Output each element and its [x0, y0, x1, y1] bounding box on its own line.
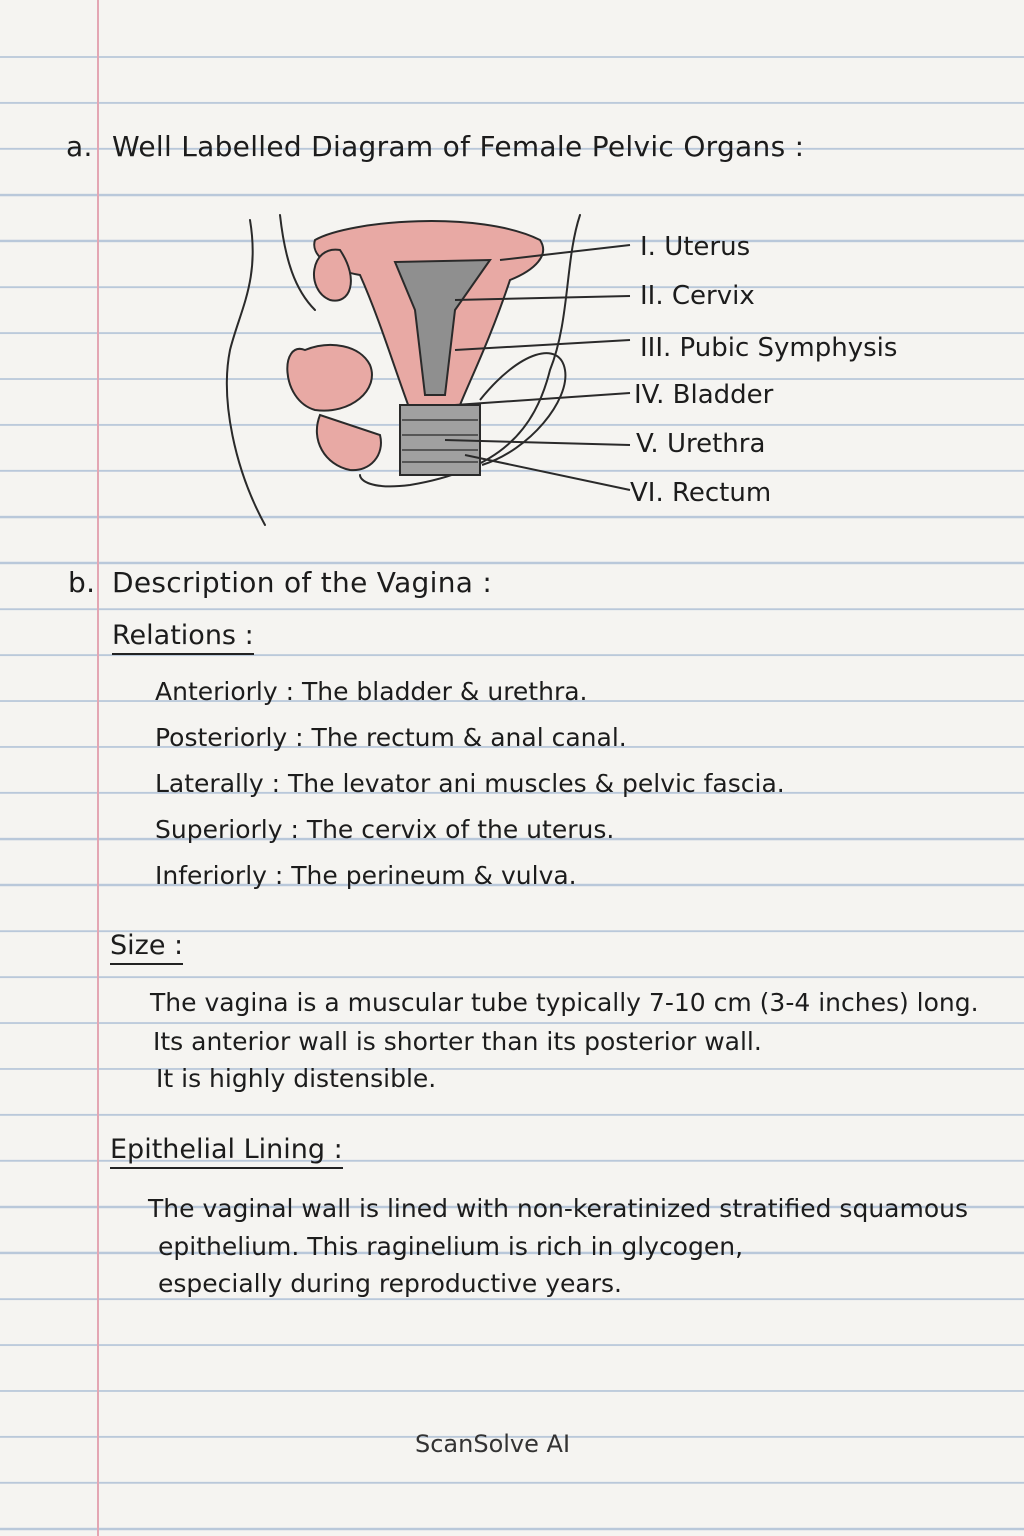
- footer-brand: ScanSolve AI: [415, 1430, 571, 1458]
- body-outline-left: [227, 220, 265, 525]
- body-outline-inner: [280, 215, 315, 310]
- bladder-shape: [287, 345, 372, 411]
- margin-line: [97, 0, 99, 1536]
- size-heading: Size :: [110, 930, 183, 965]
- label-cervix: II. Cervix: [640, 281, 755, 311]
- relation-line: Superiorly : The cervix of the uterus.: [155, 815, 615, 844]
- label-bladder: IV. Bladder: [634, 380, 774, 410]
- pelvic-organs-diagram: [220, 200, 640, 530]
- pubic-curve: [480, 353, 565, 465]
- epithelial-line: epithelium. This raginelium is rich in glycogen,: [158, 1232, 744, 1261]
- leader-rectum: [465, 455, 630, 490]
- relation-line: Inferiorly : The perineum & vulva.: [155, 861, 577, 890]
- size-line: Its anterior wall is shorter than its posterior wall.: [153, 1027, 762, 1056]
- label-pubic-symphysis: III. Pubic Symphysis: [640, 333, 898, 363]
- label-uterus: I. Uterus: [640, 232, 751, 262]
- rectum-shape: [317, 415, 381, 470]
- size-line: The vagina is a muscular tube typically 7-10 cm (3-4 inches) long.: [150, 988, 979, 1017]
- ovary-left: [314, 250, 351, 301]
- epithelial-line: The vaginal wall is lined with non-keratinized stratified squamous: [148, 1194, 968, 1223]
- relation-line: Anteriorly : The bladder & urethra.: [155, 677, 588, 706]
- section-a-title: Well Labelled Diagram of Female Pelvic Organs :: [112, 130, 805, 163]
- relation-line: Posteriorly : The rectum & anal canal.: [155, 723, 627, 752]
- epithelial-line: especially during reproductive years.: [158, 1269, 622, 1298]
- relations-heading: Relations :: [112, 620, 254, 655]
- section-a-marker: a.: [66, 130, 93, 163]
- label-urethra: V. Urethra: [636, 429, 766, 459]
- relation-line: Laterally : The levator ani muscles & pelvic fascia.: [155, 769, 785, 798]
- label-rectum: VI. Rectum: [630, 478, 772, 508]
- epithelial-lining-heading: Epithelial Lining :: [110, 1134, 343, 1169]
- section-b-title: Description of the Vagina :: [112, 566, 493, 599]
- section-b-marker: b.: [68, 566, 96, 599]
- size-line: It is highly distensible.: [156, 1064, 437, 1093]
